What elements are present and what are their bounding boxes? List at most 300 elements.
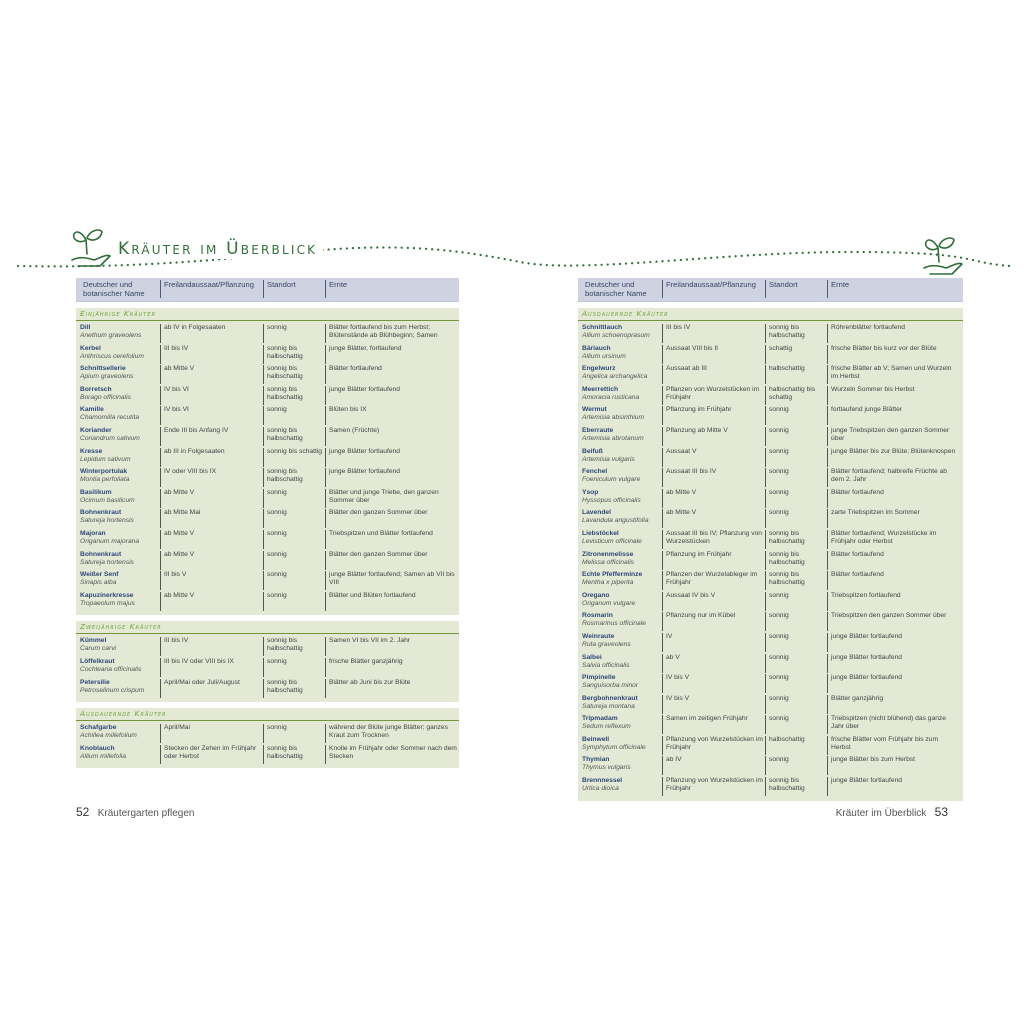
location-text: sonnig xyxy=(267,529,287,537)
sowing-text: Samen im zeitigen Frühjahr xyxy=(666,715,748,723)
table-row xyxy=(578,776,963,797)
table-row xyxy=(578,755,963,776)
herb-botanical-name: Satureja hortensis xyxy=(80,517,134,525)
herb-botanical-name: Symphytum officinale xyxy=(582,743,646,751)
harvest-cell xyxy=(827,406,959,425)
sowing-cell xyxy=(160,489,261,508)
herb-common-name: Koriander xyxy=(80,426,112,434)
herb-name-cell xyxy=(582,756,662,772)
column-header-sowing: Freilandaussaat/Pflanzung xyxy=(160,280,264,298)
location-text: sonnig bis halbschattig xyxy=(769,324,805,339)
location-cell xyxy=(263,468,324,487)
harvest-cell xyxy=(325,324,457,343)
sowing-cell xyxy=(662,365,763,384)
harvest-cell xyxy=(325,592,457,611)
sowing-text: April/Mai xyxy=(164,724,191,732)
table-row xyxy=(578,364,963,385)
herb-botanical-name: Apium graveolens xyxy=(80,373,134,381)
herb-name-cell xyxy=(80,551,160,567)
location-text: sonnig xyxy=(769,612,789,620)
location-text: sonnig bis schattig xyxy=(267,447,323,455)
table-header xyxy=(578,278,963,302)
sowing-cell xyxy=(662,489,763,508)
herb-name-cell xyxy=(80,530,160,546)
herb-name-cell xyxy=(582,715,662,731)
herb-botanical-name: Anethum graveolens xyxy=(80,332,142,339)
harvest-text: junge Blätter bis zum Herbst xyxy=(831,756,916,764)
sowing-text: Pflanzen der Wurzelableger im Frühjahr xyxy=(666,571,758,587)
herb-common-name: Lavendel xyxy=(582,509,611,517)
harvest-text: junge Blätter, fortlaufend xyxy=(329,344,402,352)
location-text: sonnig xyxy=(769,447,789,455)
herb-common-name: Majoran xyxy=(80,529,106,537)
location-text: sonnig xyxy=(769,406,789,414)
location-cell xyxy=(263,724,324,743)
location-cell xyxy=(765,633,826,652)
column-header-location: Standort xyxy=(263,280,327,298)
table-row xyxy=(76,405,459,426)
sowing-cell xyxy=(160,345,261,364)
harvest-text: Triebspitzen fortlaufend xyxy=(831,591,901,599)
sowing-text: Aussaat IV bis V xyxy=(666,591,716,599)
sowing-text: ab Mitte V xyxy=(164,365,195,373)
herb-botanical-name: Carum carvi xyxy=(80,645,117,653)
sowing-text: IV bis V xyxy=(666,674,690,682)
sowing-text: III bis V xyxy=(164,571,187,579)
harvest-cell xyxy=(325,724,457,743)
sowing-text: IV oder VIII bis IX xyxy=(164,468,217,476)
footer-left xyxy=(76,805,194,819)
sowing-cell xyxy=(662,633,763,652)
location-text: sonnig bis halbschattig xyxy=(267,365,303,381)
herb-name-cell xyxy=(80,448,160,464)
herb-botanical-name: Allium millefolia xyxy=(80,752,127,760)
harvest-cell xyxy=(827,386,959,405)
sowing-text: III bis IV xyxy=(666,324,691,331)
herb-name-cell xyxy=(582,551,662,567)
sowing-text: Ende III bis Anfang IV xyxy=(164,426,229,434)
herb-botanical-name: Tropaeolum majus xyxy=(80,599,135,607)
sowing-text: Pflanzung im Frühjahr xyxy=(666,406,732,414)
harvest-cell xyxy=(827,530,959,549)
herb-name-cell xyxy=(80,489,160,505)
herb-botanical-name: Artemisia vulgaris xyxy=(582,455,635,463)
harvest-text: Triebspitzen und Blätter fortlaufend xyxy=(329,529,433,537)
herb-botanical-name: Sinapis alba xyxy=(80,579,117,587)
harvest-cell xyxy=(325,679,457,698)
table-row xyxy=(76,678,459,699)
harvest-text: während der Blüte junge Blätter; ganzes Kraut zum Trocknen xyxy=(329,724,448,740)
herb-botanical-name: Borago officinalis xyxy=(80,393,131,401)
sowing-text: Pflanzung von Wurzelstücken im Frühjahr xyxy=(666,735,763,751)
harvest-text: Blätter und junge Triebe, den ganzen Sommer über xyxy=(329,488,439,504)
footer-left-text: Kräutergarten pflegen xyxy=(97,808,195,819)
harvest-text: Triebspitzen (nicht blühend) das ganze Jahr über xyxy=(831,715,946,731)
sowing-text: Aussaat III bis IV; Pflanzung von Wurzelstücken xyxy=(666,529,763,545)
herb-common-name: Bohnenkraut xyxy=(80,550,122,558)
location-text: sonnig xyxy=(267,550,287,558)
harvest-text: Blätter den ganzen Sommer über xyxy=(329,550,428,558)
sowing-text: April/Mai oder Juli/August xyxy=(164,678,240,686)
sowing-cell xyxy=(160,406,261,425)
harvest-text: frische Blätter ab V; Samen und Wurzeln im Herbst xyxy=(831,365,952,381)
location-cell xyxy=(263,658,324,677)
location-text: sonnig xyxy=(267,488,287,496)
location-text: sonnig xyxy=(769,426,789,434)
sowing-text: Pflanzung ab Mitte V xyxy=(666,426,728,434)
sowing-cell xyxy=(160,386,261,405)
herb-common-name: Brennnessel xyxy=(582,777,623,785)
location-cell xyxy=(263,365,324,384)
section-title: Zweijährige Kräuter xyxy=(80,622,162,632)
herb-common-name: Schafgarbe xyxy=(80,724,117,732)
herb-botanical-name: Origanum majorana xyxy=(80,537,140,545)
herb-common-name: Wermut xyxy=(582,406,607,414)
sowing-cell xyxy=(160,745,261,764)
herb-botanical-name: Sanguisorba minor xyxy=(582,682,639,690)
location-text: sonnig xyxy=(769,653,789,661)
herb-name-cell xyxy=(582,674,662,690)
table-row xyxy=(76,467,459,488)
harvest-cell xyxy=(827,509,959,528)
harvest-cell xyxy=(827,365,959,384)
herb-table-left xyxy=(76,278,459,768)
harvest-cell xyxy=(325,489,457,508)
column-header-location: Standort xyxy=(765,280,829,298)
sowing-cell xyxy=(160,427,261,446)
herb-common-name: Beifuß xyxy=(582,447,603,455)
table-row xyxy=(76,550,459,571)
harvest-text: Blätter fortlaufend bis zum Herbst; Blütenstände ab Blühbeginn; Samen xyxy=(329,324,438,339)
harvest-cell xyxy=(827,427,959,446)
herb-common-name: Zitronenmelisse xyxy=(582,550,634,558)
table-row xyxy=(578,405,963,426)
table-row xyxy=(578,385,963,406)
section-rows xyxy=(76,634,459,702)
sowing-cell xyxy=(160,530,261,549)
sowing-cell xyxy=(160,637,261,656)
location-cell xyxy=(765,345,826,364)
location-text: sonnig bis halbschattig xyxy=(267,426,303,442)
table-row xyxy=(578,426,963,447)
harvest-text: Samen (Früchte) xyxy=(329,426,380,434)
herb-common-name: Echte Pfefferminze xyxy=(582,571,643,579)
location-text: sonnig xyxy=(769,591,789,599)
sowing-cell xyxy=(662,345,763,364)
table-row xyxy=(76,344,459,365)
herb-name-cell xyxy=(582,468,662,484)
sowing-cell xyxy=(160,592,261,611)
herb-common-name: Kerbel xyxy=(80,344,101,352)
table-row xyxy=(76,529,459,550)
table-row xyxy=(76,657,459,678)
harvest-text: junge Blätter fortlaufend xyxy=(329,468,401,476)
location-text: sonnig bis halbschattig xyxy=(769,529,805,545)
herb-botanical-name: Lepidum sativum xyxy=(80,455,131,463)
herb-name-cell xyxy=(582,695,662,711)
table-row xyxy=(76,508,459,529)
herb-name-cell xyxy=(582,448,662,464)
section-rows xyxy=(76,721,459,768)
harvest-cell xyxy=(325,530,457,549)
location-text: sonnig xyxy=(769,468,789,476)
table-header xyxy=(76,278,459,302)
table-row xyxy=(578,714,963,735)
table-row xyxy=(578,550,963,571)
location-cell xyxy=(765,571,826,590)
herb-botanical-name: Rosmarinus officinale xyxy=(582,620,646,628)
location-text: sonnig xyxy=(769,674,789,682)
location-text: sonnig xyxy=(769,694,789,702)
sowing-text: Aussaat V xyxy=(666,447,697,455)
location-text: sonnig xyxy=(267,324,287,331)
harvest-text: Triebspitzen den ganzen Sommer über xyxy=(831,612,947,620)
location-cell xyxy=(765,592,826,611)
sowing-text: IV bis VI xyxy=(164,385,189,393)
herb-botanical-name: Achillea millefolium xyxy=(80,732,137,740)
sowing-text: ab Mitte V xyxy=(666,509,697,517)
herb-name-cell xyxy=(582,509,662,525)
harvest-text: junge Blätter fortlaufend xyxy=(329,447,401,455)
harvest-cell xyxy=(325,468,457,487)
herb-common-name: Kapuzinerkresse xyxy=(80,591,134,599)
sowing-text: ab Mitte V xyxy=(164,529,195,537)
table-row xyxy=(76,447,459,468)
herb-common-name: Thymian xyxy=(582,756,610,764)
harvest-text: frische Blätter vom Frühjahr bis zum Herbst xyxy=(831,735,939,751)
herb-name-cell xyxy=(582,633,662,649)
herb-name-cell xyxy=(80,658,160,674)
table-row xyxy=(76,591,459,612)
harvest-text: junge Blätter fortlaufend; Samen ab VII bis VIII xyxy=(329,571,455,587)
table-row xyxy=(76,723,459,744)
section-title: Einjährige Kräuter xyxy=(80,309,156,318)
herb-botanical-name: Allium schoenoprasum xyxy=(582,332,650,339)
herb-botanical-name: Hyssopus officinalis xyxy=(582,496,641,504)
table-row xyxy=(578,611,963,632)
herb-name-cell xyxy=(80,592,160,608)
location-text: schattig xyxy=(769,344,793,352)
sowing-text: Aussaat III bis IV xyxy=(666,468,717,476)
location-cell xyxy=(765,674,826,693)
table-row xyxy=(76,385,459,406)
harvest-text: Blüten bis IX xyxy=(329,406,367,414)
location-text: sonnig xyxy=(769,509,789,517)
herb-name-cell xyxy=(582,592,662,608)
sowing-cell xyxy=(662,736,763,755)
herb-common-name: Fenchel xyxy=(582,468,608,476)
location-text: sonnig bis halbschattig xyxy=(267,678,303,694)
sowing-cell xyxy=(160,724,261,743)
herb-name-cell xyxy=(582,571,662,587)
herb-name-cell xyxy=(80,679,160,695)
table-row xyxy=(76,744,459,765)
herb-common-name: Borretsch xyxy=(80,385,112,393)
sowing-text: IV xyxy=(666,632,673,640)
section-title: Ausdauernde Kräuter xyxy=(80,709,167,719)
herb-name-cell xyxy=(582,654,662,670)
harvest-cell xyxy=(827,736,959,755)
sowing-cell xyxy=(662,530,763,549)
column-header-sowing: Freilandaussaat/Pflanzung xyxy=(662,280,766,298)
herb-common-name: Schnittsellerie xyxy=(80,365,126,373)
herb-name-cell xyxy=(582,736,662,752)
harvest-text: Röhrenblätter fortlaufend xyxy=(831,324,905,331)
herb-botanical-name: Artemisia abrotanum xyxy=(582,434,644,442)
location-cell xyxy=(765,551,826,570)
harvest-text: Knolle im Frühjahr oder Sommer nach dem Stecken xyxy=(329,744,457,760)
sowing-cell xyxy=(160,468,261,487)
harvest-text: fortlaufend junge Blätter xyxy=(831,406,903,414)
harvest-cell xyxy=(827,777,959,796)
harvest-text: junge Blätter bis zur Blüte; Blütenknospen xyxy=(831,447,956,455)
section-rows xyxy=(76,321,459,615)
herb-botanical-name: Petroselinum crispum xyxy=(80,686,145,694)
herb-name-cell xyxy=(80,745,160,761)
herb-botanical-name: Cochlearia officinalis xyxy=(80,665,142,673)
location-text: sonnig bis halbschattig xyxy=(267,744,303,760)
herb-name-cell xyxy=(80,406,160,422)
table-row xyxy=(578,694,963,715)
location-text: sonnig bis halbschattig xyxy=(267,468,303,484)
table-row xyxy=(76,636,459,657)
herb-botanical-name: Coriandrum sativum xyxy=(80,434,140,442)
sowing-text: Aussaat ab III xyxy=(666,365,707,373)
herb-common-name: Weißer Senf xyxy=(80,571,119,579)
herb-botanical-name: Mentha x piperita xyxy=(582,579,634,587)
location-cell xyxy=(263,571,324,590)
harvest-text: Blätter fortlaufend xyxy=(831,571,884,579)
herb-common-name: Beinwell xyxy=(582,735,610,743)
location-text: sonnig xyxy=(267,591,287,599)
location-text: sonnig xyxy=(267,571,287,579)
sowing-cell xyxy=(662,674,763,693)
harvest-cell xyxy=(325,406,457,425)
table-body xyxy=(76,302,459,768)
herb-common-name: Rosmarin xyxy=(582,612,613,620)
table-row xyxy=(578,529,963,550)
herb-common-name: Petersilie xyxy=(80,678,110,686)
sowing-cell xyxy=(160,571,261,590)
herb-common-name: Eberraute xyxy=(582,426,614,434)
sowing-cell xyxy=(662,571,763,590)
location-text: sonnig bis halbschattig xyxy=(267,344,303,360)
harvest-cell xyxy=(325,658,457,677)
herb-botanical-name: Amoracia rusticana xyxy=(582,393,640,401)
herb-name-cell xyxy=(80,365,160,381)
herb-common-name: Pimpinelle xyxy=(582,674,616,682)
herb-name-cell xyxy=(582,406,662,422)
location-text: halbschattig xyxy=(769,365,805,373)
harvest-text: Blätter fortlaufend; Wurzelstücke im Frühjahr oder Herbst xyxy=(831,529,937,545)
harvest-cell xyxy=(827,489,959,508)
sowing-cell xyxy=(662,386,763,405)
sowing-cell xyxy=(662,654,763,673)
herb-table-right xyxy=(578,278,963,801)
herb-botanical-name: Ocimum basilicum xyxy=(80,496,135,504)
column-header-name: Deutscher und botanischer Name xyxy=(83,280,145,298)
location-cell xyxy=(263,345,324,364)
sowing-text: Pflanzung nur im Kübel xyxy=(666,612,736,620)
sowing-cell xyxy=(160,448,261,467)
herb-name-cell xyxy=(80,509,160,525)
page-number-left: 52 xyxy=(76,805,90,819)
sowing-text: Pflanzung von Wurzelstücken im Frühjahr xyxy=(666,777,763,793)
harvest-cell xyxy=(827,695,959,714)
section-rows xyxy=(578,321,963,801)
herb-common-name: Oregano xyxy=(582,591,610,599)
sowing-text: Aussaat VIII bis II xyxy=(666,344,719,352)
location-cell xyxy=(765,736,826,755)
location-cell xyxy=(263,509,324,528)
herb-name-cell xyxy=(80,571,160,587)
herb-common-name: Tripmadam xyxy=(582,715,618,723)
table-row xyxy=(578,467,963,488)
herb-common-name: Winterportulak xyxy=(80,468,128,476)
harvest-text: Blätter fortlaufend xyxy=(329,365,382,373)
harvest-cell xyxy=(827,448,959,467)
location-text: sonnig xyxy=(267,406,287,414)
location-cell xyxy=(263,592,324,611)
page-title: Kräuter im Überblick xyxy=(112,239,323,259)
harvest-cell xyxy=(827,592,959,611)
location-cell xyxy=(263,427,324,446)
location-cell xyxy=(263,637,324,656)
location-cell xyxy=(263,489,324,508)
harvest-cell xyxy=(827,345,959,364)
location-cell xyxy=(765,448,826,467)
sowing-text: Pflanzung im Frühjahr xyxy=(666,550,732,558)
sowing-cell xyxy=(160,658,261,677)
herb-name-cell xyxy=(582,345,662,361)
column-header-harvest: Ernte xyxy=(827,280,961,298)
herb-botanical-name: Urtica dioica xyxy=(582,785,619,793)
location-cell xyxy=(263,530,324,549)
location-cell xyxy=(263,551,324,570)
harvest-cell xyxy=(827,324,959,343)
sowing-text: III bis IV xyxy=(164,637,189,645)
herb-common-name: Knoblauch xyxy=(80,744,115,752)
sowing-text: ab Mitte V xyxy=(666,488,697,496)
harvest-text: Blätter fortlaufend; halbreife Früchte ab dem 2. Jahr xyxy=(831,468,947,484)
page-number-right: 53 xyxy=(934,805,948,819)
harvest-text: junge Triebspitzen den ganzen Sommer über xyxy=(831,426,950,442)
location-cell xyxy=(263,324,324,343)
herb-common-name: Bärlauch xyxy=(582,344,611,352)
sowing-cell xyxy=(662,756,763,775)
herb-common-name: Schnittlauch xyxy=(582,324,623,331)
harvest-text: frische Blätter bis kurz vor der Blüte xyxy=(831,344,937,352)
herb-common-name: Löffelkraut xyxy=(80,657,115,665)
herb-botanical-name: Salvia officinalis xyxy=(582,661,630,669)
location-cell xyxy=(263,679,324,698)
location-cell xyxy=(765,365,826,384)
harvest-cell xyxy=(325,745,457,764)
location-cell xyxy=(263,406,324,425)
herb-name-cell xyxy=(80,386,160,402)
table-row xyxy=(578,344,963,365)
herb-common-name: Ysop xyxy=(582,488,599,496)
herb-botanical-name: Allium ursinum xyxy=(582,352,626,360)
location-text: sonnig bis halbschattig xyxy=(267,385,303,401)
harvest-cell xyxy=(325,571,457,590)
herb-common-name: Bohnenkraut xyxy=(80,509,122,517)
sowing-text: ab Mitte Mai xyxy=(164,509,201,517)
location-text: sonnig xyxy=(267,657,287,665)
harvest-text: Blätter fortlaufend xyxy=(831,550,884,558)
table-row xyxy=(578,508,963,529)
location-cell xyxy=(765,386,826,405)
